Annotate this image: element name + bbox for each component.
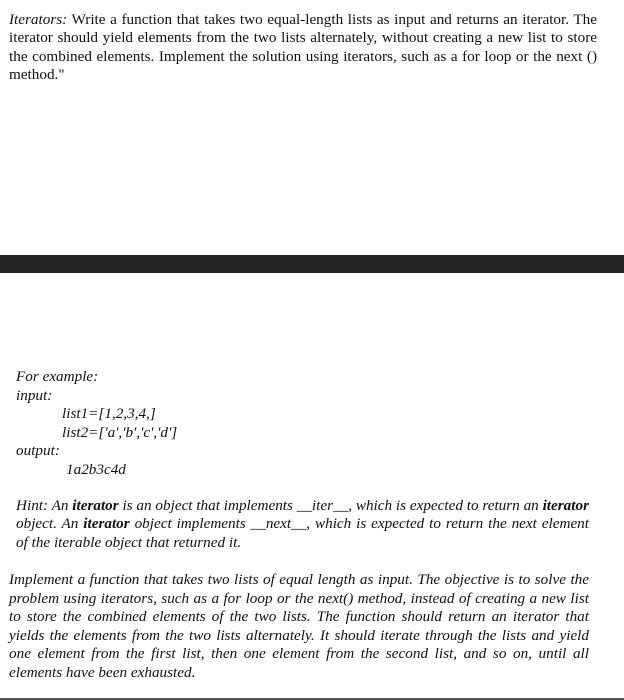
hint-paragraph bbox=[16, 497, 589, 552]
section-title: Iterators: bbox=[9, 11, 68, 28]
dark-divider-band bbox=[0, 255, 624, 273]
input-list1: list1=[1,2,3,4,] bbox=[62, 405, 156, 423]
hint-text-2: is an object that implements __iter__, which is expected to return an bbox=[118, 497, 543, 514]
hint-text-3: object. An bbox=[16, 515, 84, 533]
example-block bbox=[16, 368, 177, 480]
problem-description: Write a function that takes two equal-length lists as input and returns an iterator. The iterator should yield elements from the two lists alternately, without creating a new list to store the combined elements. Implement the solution using iterators, such as a for loop or the next () method." bbox=[9, 11, 597, 84]
output-value: 1a2b3c4d bbox=[66, 460, 126, 478]
output-label: output: bbox=[16, 442, 60, 460]
hint-term-2: iterator bbox=[542, 497, 589, 514]
example-heading: For example: bbox=[16, 368, 99, 385]
input-label: input: bbox=[16, 386, 53, 404]
hint-term-1: iterator bbox=[72, 497, 119, 514]
problem-statement bbox=[9, 11, 597, 85]
hint-term-3: iterator bbox=[83, 515, 130, 533]
task-paragraph: Implement a function that takes two lists of equal length as input. The objective is to solve the problem using iterators, such as a for loop or the next() method, instead of creating a new list to store the combined elements of the two lists. The function should return an iterator that yields the elements from the two lists alternately. It should iterate through the lists and yield one element from the first list, then one element from the second list, and so on, until all elements have been exhausted. bbox=[9, 571, 589, 681]
hint-text-4: object implements __next__, which is expected to return the next element of the iterable object that returned it. bbox=[16, 515, 589, 551]
input-list2: list2=['a','b','c','d'] bbox=[62, 423, 178, 441]
hint-text-1: Hint: An bbox=[16, 497, 73, 514]
